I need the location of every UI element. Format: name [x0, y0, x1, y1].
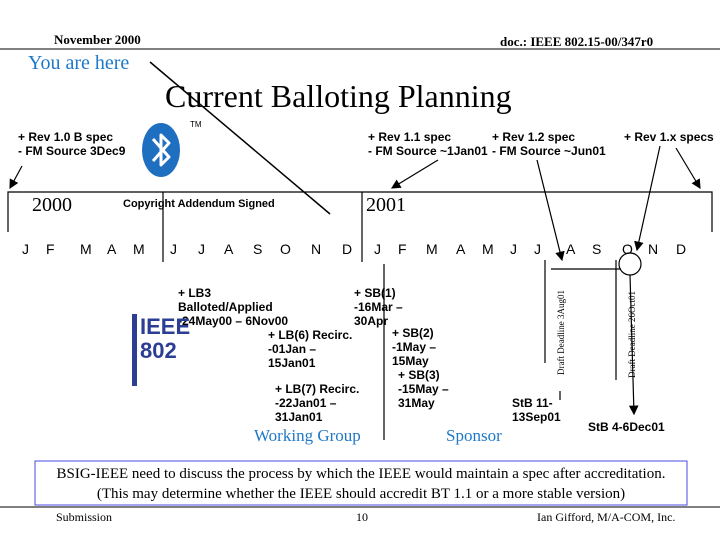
rev10-arrow — [10, 166, 22, 188]
sb1-block: + SB(1) -16Mar – 30Apr — [354, 286, 403, 328]
month-label: M — [80, 241, 92, 257]
month-label: O — [280, 241, 291, 257]
ieee-802-logo — [132, 314, 191, 386]
month-label: N — [311, 241, 322, 257]
month-label: J — [198, 241, 205, 257]
working-group-label: Working Group — [254, 426, 361, 445]
month-label: A — [224, 241, 234, 257]
trademark: TM — [190, 120, 202, 129]
sb3-block: + SB(3) -15May – 31May — [398, 368, 449, 410]
you-are-here-label: You are here — [28, 52, 130, 74]
rev1x-arrow — [637, 146, 660, 250]
lb6-block: + LB(6) Recirc. -01Jan – 15Jan01 — [268, 328, 353, 370]
timeline-bracket — [8, 192, 712, 232]
month-label: M — [133, 241, 145, 257]
note-line-2: (This may determine whether the IEEE should accredit BT 1.1 or a more stable version) — [96, 486, 626, 502]
ieee-logo-bar — [132, 314, 137, 386]
stb2-block: StB 4-6Dec01 — [588, 420, 665, 434]
rev11-arrow — [392, 160, 438, 188]
lb7-block: + LB(7) Recirc. -22Jan01 – 31Jan01 — [275, 382, 360, 424]
month-label: J — [534, 241, 541, 257]
draft-deadline-1: Draft Deadline 3Aug01 — [556, 290, 566, 375]
rev11-label: + Rev 1.1 spec - FM Source ~1Jan01 — [368, 130, 488, 158]
month-label: F — [398, 241, 407, 257]
month-label: A — [107, 241, 117, 257]
month-label: S — [253, 241, 263, 257]
sponsor-label: Sponsor — [446, 426, 502, 445]
rev1x-label: + Rev 1.x specs — [624, 130, 714, 144]
month-label: D — [676, 241, 687, 257]
month-label: J — [170, 241, 177, 257]
slide-title: Current Balloting Planning — [165, 78, 512, 114]
header-doc-id: doc.: IEEE 802.15-00/347r0 — [500, 34, 654, 49]
rev12-label: + Rev 1.2 spec - FM Source ~Jun01 — [492, 130, 606, 158]
bluetooth-logo — [140, 122, 182, 178]
month-label: J — [374, 241, 381, 257]
footer-page-number: 10 — [356, 510, 368, 524]
month-label: J — [510, 241, 517, 257]
addendum-label: Copyright Addendum Signed — [123, 198, 275, 210]
month-label: N — [648, 241, 659, 257]
note-line-1: BSIG-IEEE need to discuss the process by which the IEEE would maintain a spec after accreditation. — [56, 466, 666, 482]
month-label: F — [46, 241, 55, 257]
rev10-label: + Rev 1.0 B spec - FM Source 3Dec9 — [18, 130, 126, 158]
month-label: D — [342, 241, 353, 257]
month-label: S — [592, 241, 602, 257]
year-2000: 2000 — [32, 194, 72, 216]
stb1-block: StB 11- 13Sep01 — [512, 396, 561, 424]
header-date: November 2000 — [54, 32, 141, 47]
month-label: J — [22, 241, 29, 257]
sb2-block: + SB(2) -1May – 15May — [392, 326, 437, 368]
month-label: O — [622, 241, 633, 257]
year-2001: 2001 — [366, 194, 406, 216]
bluetooth-icon — [140, 122, 182, 178]
footer-author: Ian Gifford, M/A-COM, Inc. — [537, 510, 676, 524]
ieee-logo-line2: 802 — [140, 338, 177, 363]
lb3-block: + LB3 Balloted/Applied -24May00 – 6Nov00 — [178, 286, 289, 328]
month-label: A — [456, 241, 466, 257]
month-label: M — [482, 241, 494, 257]
month-label: M — [426, 241, 438, 257]
ieee-logo-line1: IEEE — [140, 314, 191, 339]
rev1x-arrow-2 — [676, 148, 700, 188]
draft-deadline-2: Draft Deadline 26Oct01 — [627, 291, 637, 378]
footer-submission: Submission — [56, 510, 113, 524]
month-label: A — [566, 241, 576, 257]
